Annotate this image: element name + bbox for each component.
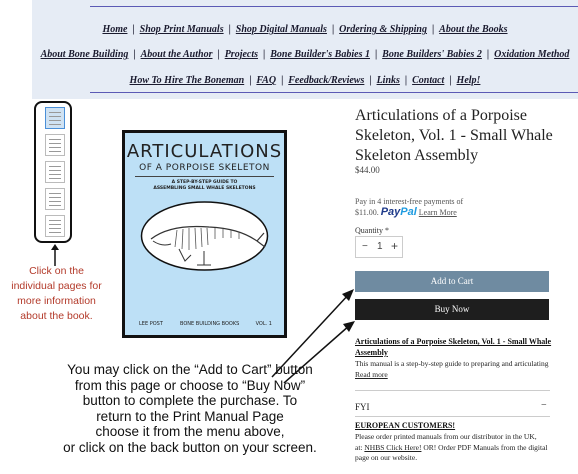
thumbnail-text-line <box>49 147 61 148</box>
quantity-decrement-button[interactable]: − <box>362 241 368 252</box>
thumbnail-text-line <box>49 220 61 221</box>
nav-separator: | <box>249 75 252 86</box>
nav-link-oxidation-method[interactable]: Oxidation Method <box>494 49 570 60</box>
instruction-line: or click on the back button on your screen. <box>63 439 317 455</box>
purchase-instructions <box>40 362 340 455</box>
page-thumbnail[interactable] <box>45 107 65 129</box>
hint-line: about the book. <box>20 310 93 322</box>
nav-link-contact[interactable]: Contact <box>412 75 445 86</box>
page-thumbnail[interactable] <box>45 188 65 210</box>
euro-line: Please order printed manuals from our distributor in the UK, <box>355 432 537 441</box>
cover-divider <box>135 176 274 177</box>
top-navigation <box>32 0 578 99</box>
cover-publisher: BONE BUILDING BOOKS <box>180 321 240 327</box>
nav-separator: | <box>449 75 452 86</box>
nav-separator: | <box>217 49 220 60</box>
nav-separator: | <box>133 49 136 60</box>
thumbnail-text-line <box>49 170 61 171</box>
nav-link-bone-builders-babies-2[interactable]: Bone Builders' Babies 2 <box>382 49 482 60</box>
hint-line: more information <box>17 295 96 307</box>
read-more-link[interactable]: Read more <box>355 370 388 379</box>
cover-volume: VOL. 1 <box>255 321 272 327</box>
product-price: $44.00 <box>355 165 380 175</box>
thumbnail-strip <box>34 101 72 243</box>
add-to-cart-button[interactable]: Add to Cart <box>355 271 549 292</box>
paypal-logo-pay: Pay <box>380 206 401 218</box>
nhbs-link[interactable]: NHBS Click Here! <box>364 442 422 452</box>
nav-link-help[interactable]: Help! <box>456 75 481 86</box>
thumbnail-text-line <box>49 166 61 167</box>
thumbnail-text-line <box>49 201 61 202</box>
thumbnail-text-line <box>49 151 61 152</box>
nav-separator: | <box>369 75 372 86</box>
nav-link-shop-digital-manuals[interactable]: Shop Digital Manuals <box>235 24 327 35</box>
euro-line: page on our website. <box>355 453 418 462</box>
nav-separator: | <box>431 24 435 35</box>
nav-separator: | <box>281 75 284 86</box>
divider <box>355 390 550 391</box>
quantity-stepper[interactable] <box>355 236 403 258</box>
nav-link-links[interactable]: Links <box>376 75 400 86</box>
thumbnail-text-line <box>49 193 61 194</box>
nav-link-about-the-books[interactable]: About the Books <box>439 24 508 35</box>
paypal-logo <box>381 206 417 218</box>
description-text: This manual is a step-by-step guide to preparing and articulating <box>355 359 549 368</box>
euro-line: OR! Order PDF Manuals from the digital <box>421 442 548 452</box>
buy-now-button[interactable]: Buy Now <box>355 299 549 320</box>
nav-top-rule <box>90 6 578 7</box>
paypal-amount: $11.00. <box>355 208 379 217</box>
description-body <box>355 358 570 380</box>
thumbnail-text-line <box>49 178 61 179</box>
thumbnail-text-line <box>49 139 61 140</box>
nav-link-about-the-author[interactable]: About the Author <box>140 49 213 60</box>
page-thumbnail[interactable] <box>45 161 65 183</box>
nav-link-feedback-reviews[interactable]: Feedback/Reviews <box>288 75 365 86</box>
book-cover-image[interactable] <box>122 130 287 338</box>
thumbnail-text-line <box>49 174 61 175</box>
nav-row-2 <box>32 49 578 60</box>
thumbnail-text-line <box>49 228 61 229</box>
nav-separator: | <box>486 49 490 60</box>
cover-tagline-line: ASSEMBLING SMALL WHALE SKELETONS <box>153 186 256 191</box>
cover-tagline-line: A STEP-BY-STEP GUIDE TO <box>171 180 238 185</box>
nav-separator: | <box>374 49 378 60</box>
quantity-value[interactable]: 1 <box>377 241 383 252</box>
nav-link-how-to-hire-the-boneman[interactable]: How To Hire The Boneman <box>129 75 245 86</box>
thumbnail-text-line <box>49 124 61 125</box>
nav-separator: | <box>132 24 135 35</box>
instruction-line: choose it from the menu above, <box>95 424 285 439</box>
porpoise-skeleton-illustration <box>139 199 270 273</box>
collapse-icon[interactable]: − <box>541 400 547 411</box>
nav-row-3 <box>32 75 578 86</box>
thumbnail-text-line <box>49 205 61 206</box>
nav-link-about-bone-building[interactable]: About Bone Building <box>40 49 129 60</box>
nav-link-bone-builder-s-babies-1[interactable]: Bone Builder's Babies 1 <box>270 49 370 60</box>
paypal-learn-more-link[interactable]: Learn More <box>418 208 457 217</box>
up-arrow-icon <box>51 244 59 266</box>
thumbnail-hint <box>0 264 113 324</box>
cover-title: ARTICULATIONS <box>126 141 283 162</box>
thumbnail-text-line <box>49 116 61 117</box>
instruction-line: return to the Print Manual Page <box>96 408 284 424</box>
hint-line: Click on the <box>29 265 84 277</box>
nav-link-home[interactable]: Home <box>102 24 128 35</box>
euro-line: at: <box>355 442 365 452</box>
paypal-text: Pay in 4 interest-free payments of <box>355 197 464 206</box>
nav-link-ordering-shipping[interactable]: Ordering & Shipping <box>339 24 427 35</box>
thumbnail-text-line <box>49 197 61 198</box>
thumbnail-text-line <box>49 112 61 113</box>
nav-link-shop-print-manuals[interactable]: Shop Print Manuals <box>139 24 224 35</box>
divider <box>355 416 550 417</box>
quantity-increment-button[interactable]: + <box>391 239 399 253</box>
nav-row-1 <box>32 24 578 35</box>
instruction-line: button to complete the purchase. To <box>82 393 298 408</box>
hint-line: individual pages for <box>11 280 102 292</box>
nav-link-projects[interactable]: Projects <box>224 49 259 60</box>
thumbnail-text-line <box>49 120 61 121</box>
nav-separator: | <box>263 49 266 60</box>
nav-separator: | <box>331 24 335 35</box>
european-customers-text <box>355 432 567 464</box>
thumbnail-text-line <box>49 224 61 225</box>
cover-author: LEE POST <box>139 321 163 327</box>
page-thumbnail[interactable] <box>45 215 65 237</box>
cover-tagline <box>125 180 284 192</box>
thumbnail-text-line <box>49 143 61 144</box>
instruction-line: from this page or choose to “Buy Now” <box>74 377 306 393</box>
quantity-label: Quantity * <box>355 226 389 235</box>
instruction-line: You may click on the “Add to Cart” button <box>67 362 313 377</box>
cover-subtitle: OF A PORPOISE SKELETON <box>139 163 270 173</box>
product-title: Articulations of a Porpoise Skeleton, Vol. 1 - Small Whale Skeleton Assembly <box>355 107 553 164</box>
fyi-section-header[interactable]: FYI <box>355 402 370 412</box>
page-thumbnail[interactable] <box>45 134 65 156</box>
thumbnail-text-line <box>49 232 61 233</box>
nav-bottom-rule <box>90 92 578 93</box>
nav-separator: | <box>228 24 231 35</box>
nav-link-faq[interactable]: FAQ <box>256 75 277 86</box>
description-title: Articulations of a Porpoise Skeleton, Vol. 1 - Small Whale Assembly <box>355 337 552 357</box>
nav-separator: | <box>404 75 408 86</box>
paypal-installments <box>355 196 555 218</box>
european-customers-heading: EUROPEAN CUSTOMERS! <box>355 421 456 430</box>
paypal-logo-pal: Pal <box>400 206 417 218</box>
